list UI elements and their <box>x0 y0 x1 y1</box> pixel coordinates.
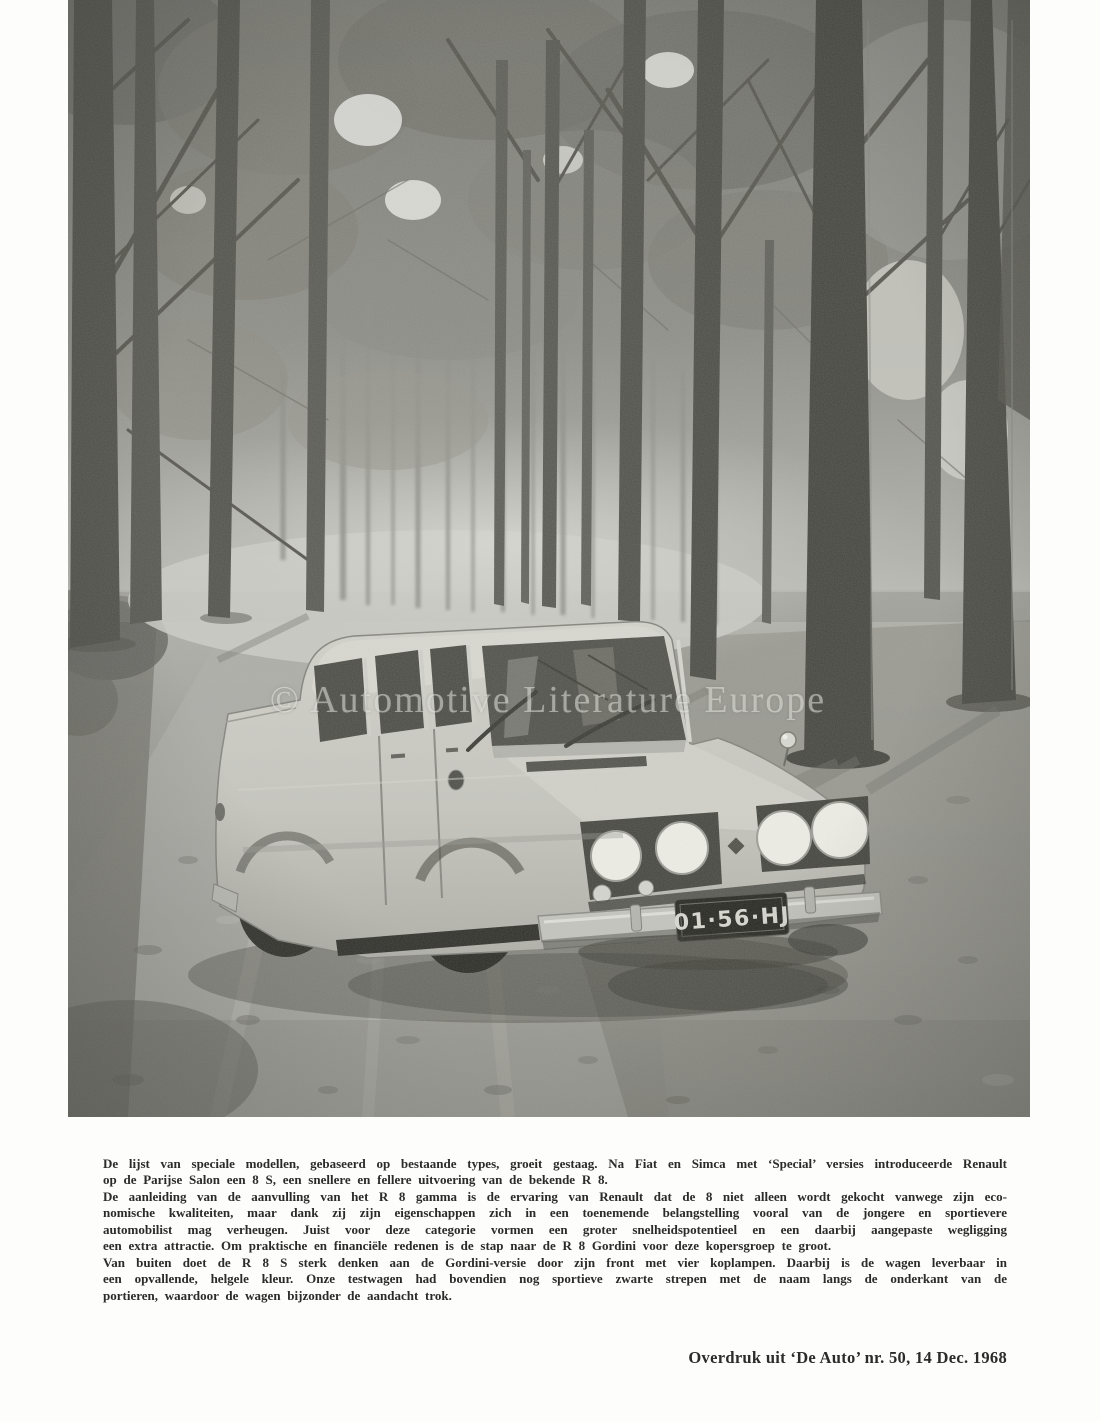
publication-credit: Overdruk uit ‘De Auto’ nr. 50, 14 Dec. 1968 <box>688 1348 1007 1367</box>
article-line: automobilist mag verheugen. Juist voor deze categorie vormen een groter snelheidspotentieel en een daarbij aangepaste wegligging <box>103 1221 1007 1237</box>
article-text <box>103 1156 1007 1304</box>
vignette-overlay <box>68 0 1030 1117</box>
article-line: een opvallende, helgele kleur. Onze testwagen had bovendien nog sportieve zwarte strepen met de naam langs de onderkant van de <box>103 1271 1007 1287</box>
article-line: De aanleiding van de aanvulling van het R 8 gamma is de ervaring van Renault dat de 8 niet alleen wordt gekocht vanwege zijn eco- <box>103 1188 1007 1204</box>
photo-watermark: © Automotive Literature Europe <box>269 679 827 721</box>
article-line: een extra attractie. Om praktische en financiële redenen is de stap naar de R 8 Gordini voor deze kopersgroep te groot. <box>103 1238 832 1254</box>
article-line: De lijst van speciale modellen, gebaseerd op bestaande types, groeit gestaag. Na Fiat en Simca met ‘Special’ versies introduceerde Renault <box>103 1156 1007 1171</box>
forest-scene-svg <box>68 0 1030 1117</box>
article-line: portieren, waardoor de wagen bijzonder de aandacht trok. <box>103 1287 452 1303</box>
article-line: nomische kwaliteiten, maar dank zij zijn eigenschappen zich in een toenemende belangstelling vooral van de jongere en sportievere <box>103 1205 1007 1221</box>
article-line: op de Parijse Salon een 8 S, een snellere en fellere uitvoering van de bekende R 8. <box>103 1172 608 1188</box>
article-line: Van buiten doet de R 8 S sterk denken aan de Gordini-versie door zijn front met vier koplampen. Daarbij is de wagen leverbaar in <box>103 1254 1007 1270</box>
car-photo <box>68 0 1030 1117</box>
